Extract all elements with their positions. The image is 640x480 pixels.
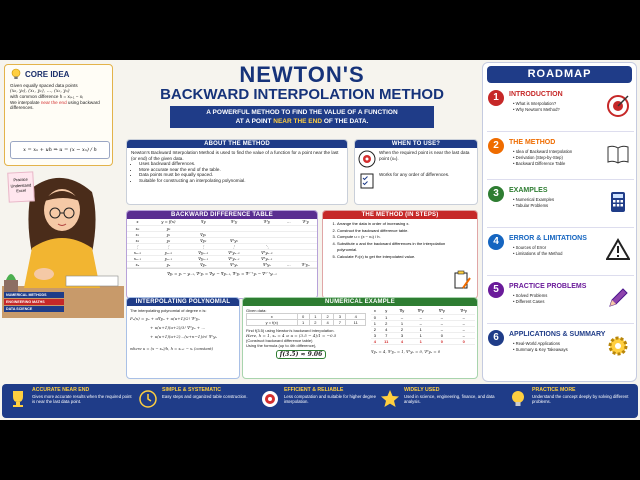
step-item: 1. Arrange the data in order of increasing x. [337,221,473,228]
numerical-example-card [242,297,478,379]
target-arrow-icon [606,94,630,118]
roadmap-panel [482,62,637,382]
core-formula: x = xₙ + uh ⇒ u = (x − xₙ) / h [10,141,110,159]
tagline-banner: A POWERFUL METHOD TO FIND THE VALUE OF A FUNCTION AT A POINT NEAR THE END OF THE DATA. [170,106,434,128]
book-2: ENGINEERING MATHS [4,299,64,305]
num-using: Using the formula (up to 4th difference), [246,343,317,348]
book-1: NUMERICAL METHODS [4,292,64,298]
backward-difference-table-card [126,210,318,299]
poly-intro: The interpolating polynomial of degree n is: [130,308,207,313]
table-row: x₁ y₁ ∇y₁ [127,231,317,237]
gear-icon [606,334,630,358]
roadmap-section-4: 4 ERROR & LIMITATIONS • Sources of Error • Limitations of the Method [487,231,634,276]
step-item: 3. Compute u = (x − xₙ) / h. [337,234,473,241]
table-row: x₂ y₂ ∇y₂ ∇²y₂ [127,237,317,243]
about-bullet: • Uses backward differences. [139,161,343,167]
roadmap-section-3: 3 EXAMPLES • Numerical Examples • Tabular Problems [487,183,634,228]
num-given: Given data: [246,308,267,313]
bullseye-icon [260,389,280,409]
roadmap-title: ROADMAP [487,66,632,83]
sticky-note: Practice Understand Excel [7,171,35,202]
when-item: When the required point is near the last data point (xₙ). [379,150,470,161]
poly-line: + u(u+1)(u+2)/3! ∇³yₙ + … [150,325,206,330]
main-title: NEWTON'S [239,62,365,87]
checklist-icon [358,172,376,190]
star-icon [380,389,400,409]
step-item: 4. Substitute u and the backward differences in the interpolation polynomial. [337,241,457,254]
core-idea-text: Given equally spaced data points (x₀, y₀), (x₁, y₁), …, (xₙ, yₙ) with common difference h = xᵢ₊₁ − xᵢ We interpolate near the end using backward differences. [10,83,100,111]
feature-bar [2,384,638,418]
num-construct: (Construct backward difference table) [246,338,313,343]
when-item: Works for any order of differences. [379,172,450,177]
bdt-footer: ∇yᵢ = yᵢ − yᵢ₋₁, ∇²yᵢ = ∇yᵢ − ∇yᵢ₋₁, ∇ⁿyᵢ = ∇ⁿ⁻¹yᵢ − ∇ⁿ⁻¹yᵢ₋₁ [127,268,317,276]
about-intro: Newton's Backward Interpolation Method is used to find the value of a function for a point near the last (or end) of the given data. [131,150,339,161]
table-row: y = f(x) 1 2 4 7 11 [247,320,366,326]
when-card [354,139,478,205]
about-card [126,139,348,205]
bdt-table [127,219,317,268]
roadmap-section-6: 6 APPLICATIONS & SUMMARY • Real-World Applications • Summary & Key Takeaways [487,327,634,372]
table-row: 4 11 4 1 0 0 [371,338,475,344]
feature-simple: SIMPLE & SYSTEMATIC Easy steps and organized table construction. [138,386,260,416]
clock-icon [138,389,158,409]
table-row: 0 1 – – – – [371,314,475,320]
table-header-row: x y ∇y ∇²y ∇³y ∇⁴y [371,308,475,314]
num-result: f(3.5) ≈ 9.06 [276,350,326,359]
table-row: x₀ y₀ [127,225,317,231]
open-book-icon [606,142,630,166]
target-icon [358,150,376,168]
feature-widely-used: WIDELY USED Used in science, engineering, finance, and data analysis. [380,386,502,416]
feature-efficient: EFFICIENT & RELIABLE Less computation and suitable for higher degree interpolation. [260,386,378,416]
roadmap-section-1: 1 INTRODUCTION • What is Interpolation? • Why Newton's Method? [487,87,634,132]
steps-title: THE METHOD (IN STEPS) [323,211,477,219]
table-row: 3 7 3 1 0 – [371,332,475,338]
core-idea-title: CORE IDEA [25,70,70,79]
table-row: xₙ₋₁ yₙ₋₁ ∇yₙ₋₁ ∇²yₙ₋₁ ∇³yₙ₋₁ [127,255,317,261]
clipboard-pencil-icon [453,270,471,290]
feature-practice: PRACTICE MORE Understand the concept deeply by solving different problems. [508,386,634,416]
poly-title: INTERPOLATING POLYNOMIAL [127,298,239,306]
table-header-row: x y = f(x) ∇y ∇²y ∇³y … ∇ⁿy [127,219,317,225]
difference-table [371,308,475,345]
book-stack [4,292,64,312]
lightbulb-icon [10,68,22,80]
main-subtitle: BACKWARD INTERPOLATION METHOD [160,86,444,103]
num-dfoot: ∇yₙ = 4, ∇²yₙ = 1, ∇³yₙ = 0, ∇⁴yₙ = 0 [371,348,441,354]
given-data-table [246,313,366,326]
num-title: NUMERICAL EXAMPLE [243,298,477,306]
about-bullet: • Suitable for constructing an interpolating polynomial. [139,178,343,184]
method-steps-card [322,210,478,299]
table-row: x 0 1 2 3 4 [247,314,366,320]
roadmap-section-5: 5 PRACTICE PROBLEMS • Solved Problems • Different Cases [487,279,634,324]
calculator-icon [606,190,630,214]
poly-where: where u = (x − xₙ)/h, h = xᵢ₊₁ − xᵢ (constant) [130,347,214,351]
num-here: Here, h = 1, xₙ = 4 ⇒ u = (3.5 − 4)/1 = −0.5 [246,333,337,338]
table-row: 2 4 2 1 – – [371,326,475,332]
infographic [0,60,640,420]
interpolating-polynomial-card [126,297,240,379]
trophy-icon [8,389,28,409]
bdt-title: BACKWARD DIFFERENCE TABLE [127,211,317,219]
poly-line: + u(u+1)(u+2)…(u+n−1)/n! ∇ⁿyₙ [150,334,218,339]
core-idea-card [4,64,113,166]
table-row: xₙ₋₂ yₙ₋₂ ∇yₙ₋₂ ∇²yₙ₋₂ ∇³yₙ₋₂ [127,249,317,255]
table-row: ⋮ ⋮ ⋮ ⋮ ⋱ [127,243,317,249]
table-row: xₙ yₙ ∇yₙ ∇²yₙ ∇³yₙ … ∇ⁿyₙ [127,261,317,267]
lightbulb-icon [508,389,528,409]
feature-accurate: ACCURATE NEAR END Gives more accurate results when the required point is near the last data point. [8,386,133,416]
about-bullet: • More accurate near the end of the table. [139,167,343,173]
about-title: ABOUT THE METHOD [127,140,347,148]
table-row: 1 2 1 – – – [371,320,475,326]
when-title: WHEN TO USE? [355,140,477,148]
student-illustration [2,168,124,318]
warning-icon [606,238,630,262]
num-find: Find f(3.5) using Newton's backward interpolation. [246,328,335,333]
poly-line: Pₙ(x) = yₙ + u∇yₙ + u(u+1)/2! ∇²yₙ [130,316,200,321]
pencil-icon [606,286,630,310]
book-3: DATA SCIENCE [4,306,64,312]
roadmap-section-2: 2 THE METHOD • Idea of Backward Interpolation • Derivation (Step-by-Step) • Backward Difference Table [487,135,634,180]
about-bullet: • Data points must be equally spaced. [139,172,343,178]
step-item: 5. Calculate Pₙ(x) to get the interpolated value. [337,254,457,261]
step-item: 2. Construct the backward difference table. [337,228,473,235]
